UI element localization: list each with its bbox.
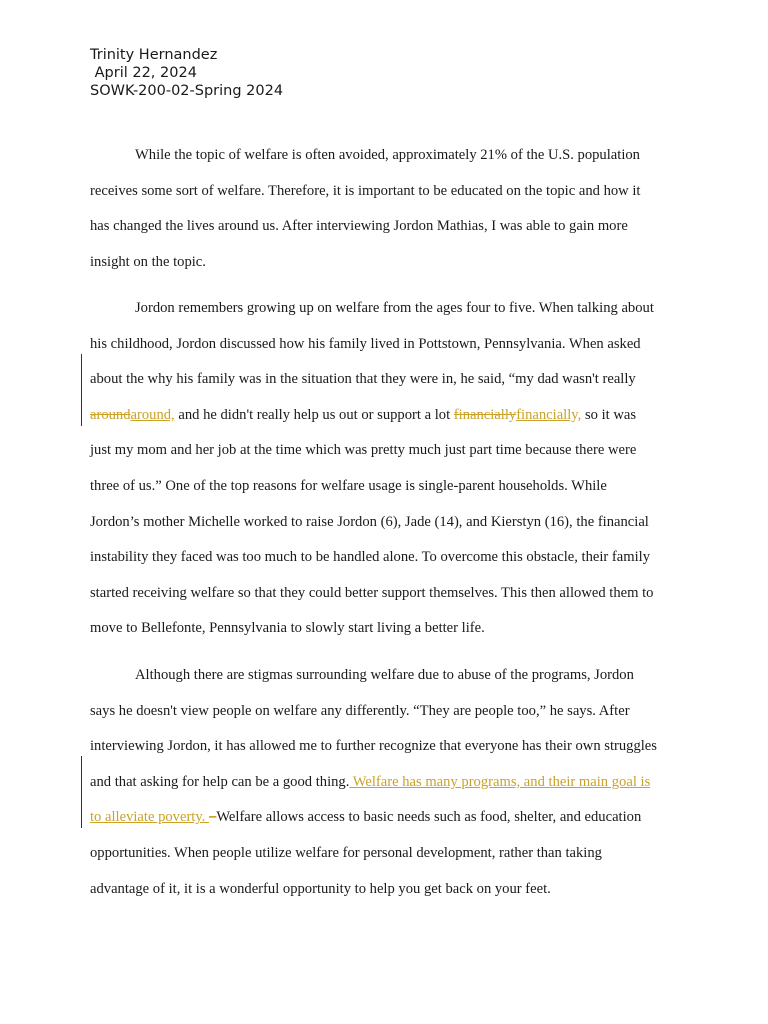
tracked-insertion[interactable]: around, xyxy=(130,406,175,423)
document-header xyxy=(90,46,283,100)
paragraph-line: Jordon’s mother Michelle worked to raise Jordon (6), Jade (14), and Kierstyn (16), the financial xyxy=(90,513,649,530)
paragraph-line: his childhood, Jordon discussed how his family lived in Pottstown, Pennsylvania. When asked xyxy=(90,335,641,352)
paragraph-line: says he doesn't view people on welfare any differently. “They are people too,” he says. After xyxy=(90,702,630,719)
paragraph-line: instability they faced was too much to be handled alone. To overcome this obstacle, their family xyxy=(90,549,651,566)
paragraph-2[interactable] xyxy=(90,291,680,647)
line-text: Welfare allows access to basic needs such as food, shelter, and education xyxy=(216,809,642,826)
tracked-deletion[interactable]: financially xyxy=(453,406,517,423)
paragraph-line: interviewing Jordon, it has allowed me to further recognize that everyone has their own struggles xyxy=(90,738,657,755)
change-bar xyxy=(81,354,82,426)
paragraph-line: three of us.” One of the top reasons for welfare usage is single-parent households. While xyxy=(90,477,607,494)
line-text: so it was xyxy=(581,406,637,423)
line-text: and he didn't really help us out or support a lot xyxy=(174,406,454,423)
paragraph-line: Although there are stigmas surrounding welfare due to abuse of the programs, Jordon xyxy=(135,667,634,683)
paragraph-line: opportunities. When people utilize welfare for personal development, rather than taking xyxy=(90,844,602,861)
tracked-insertion[interactable]: financially, xyxy=(516,406,582,423)
paragraph-line-revised xyxy=(90,765,680,801)
author-name: Trinity Hernandez xyxy=(90,47,218,63)
paragraph-line: about the why his family was in the situation that they were in, he said, “my dad wasn't really xyxy=(90,371,636,388)
paragraph-line: move to Bellefonte, Pennsylvania to slowly start living a better life. xyxy=(90,620,485,637)
document-date: April 22, 2024 xyxy=(90,65,197,81)
paragraph-line: has changed the lives around us. After interviewing Jordon Mathias, I was able to gain more xyxy=(90,218,628,235)
paragraph-line: receives some sort of welfare. Therefore, it is important to be educated on the topic and how it xyxy=(90,182,641,199)
paragraph-line: Jordon remembers growing up on welfare from the ages four to five. When talking about xyxy=(135,300,654,316)
paragraph-line: advantage of it, it is a wonderful opportunity to help you get back on your feet. xyxy=(90,880,551,897)
paragraph-line: insight on the topic. xyxy=(90,253,206,270)
change-bar xyxy=(81,756,82,828)
tracked-deletion[interactable]: – xyxy=(209,809,217,826)
course-code: SOWK-200-02-Spring 2024 xyxy=(90,83,284,99)
tracked-insertion[interactable]: Welfare has many programs, and their main goal is xyxy=(349,773,651,790)
line-text: and that asking for help can be a good thing. xyxy=(90,773,350,790)
paragraph-line: While the topic of welfare is often avoided, approximately 21% of the U.S. population xyxy=(135,147,640,163)
tracked-deletion[interactable]: around xyxy=(90,406,131,423)
paragraph-line-revised xyxy=(90,800,680,836)
paragraph-line: started receiving welfare so that they could better support themselves. This then allowed them to xyxy=(90,584,654,601)
paragraph-line: just my mom and her job at the time which was pretty much just part time because there were xyxy=(90,442,637,459)
paragraph-3[interactable] xyxy=(90,658,680,907)
paragraph-1[interactable] xyxy=(90,138,680,280)
tracked-insertion[interactable]: to alleviate poverty. xyxy=(90,809,210,826)
paragraph-line-revised xyxy=(90,398,680,434)
